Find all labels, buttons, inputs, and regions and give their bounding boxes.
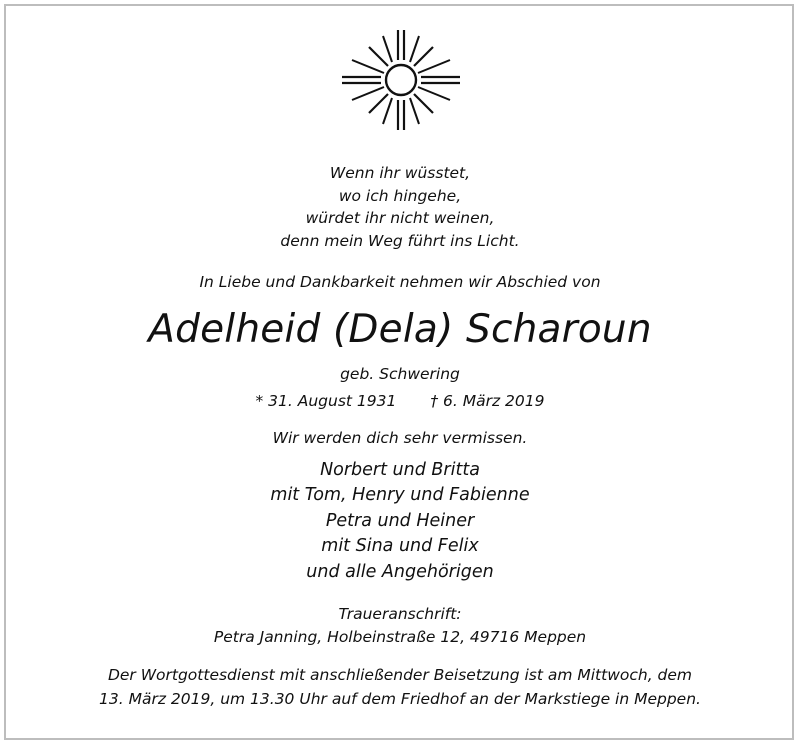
poem-line: würdet ihr nicht weinen, — [305, 209, 495, 227]
death-date: † 6. März 2019 — [430, 392, 545, 410]
service-line: Der Wortgottesdienst mit anschließender Beisetzung ist am Mittwoch, dem — [107, 666, 693, 684]
life-dates — [0, 390, 800, 412]
mourner-line: mit Sina und Felix — [321, 536, 479, 557]
poem-line: wo ich hingehe, — [338, 186, 462, 205]
poem-line: denn mein Weg führt ins Licht. — [280, 231, 520, 250]
mourner-line: und alle Angehörigen — [306, 561, 494, 582]
farewell-intro: In Liebe und Dankbarkeit nehmen wir Abschied von — [199, 273, 601, 291]
address-value: Petra Janning, Holbeinstraße 12, 49716 Meppen — [213, 628, 587, 646]
mourner-line: mit Tom, Henry und Fabienne — [270, 485, 530, 506]
address-label: Traueranschrift: — [338, 605, 462, 623]
service-line: 13. März 2019, um 13.30 Uhr auf dem Friedhof an der Markstiege in Meppen. — [99, 689, 701, 708]
mourning-address — [0, 603, 800, 649]
birth-name: geb. Schwering — [340, 365, 460, 383]
farewell-message: Wir werden dich sehr vermissen. — [272, 429, 528, 447]
poem-line: Wenn ihr wüsstet, — [329, 164, 471, 182]
poem-verse — [0, 162, 800, 252]
birth-date: * 31. August 1931 — [255, 392, 397, 410]
mourners-list — [0, 458, 800, 585]
sun-rays-icon — [340, 28, 462, 132]
mourner-line: Petra und Heiner — [325, 510, 475, 531]
mourner-line: Norbert und Britta — [320, 460, 480, 480]
deceased-name: Adelheid (Dela) Scharoun — [148, 307, 652, 352]
service-info — [0, 664, 800, 711]
